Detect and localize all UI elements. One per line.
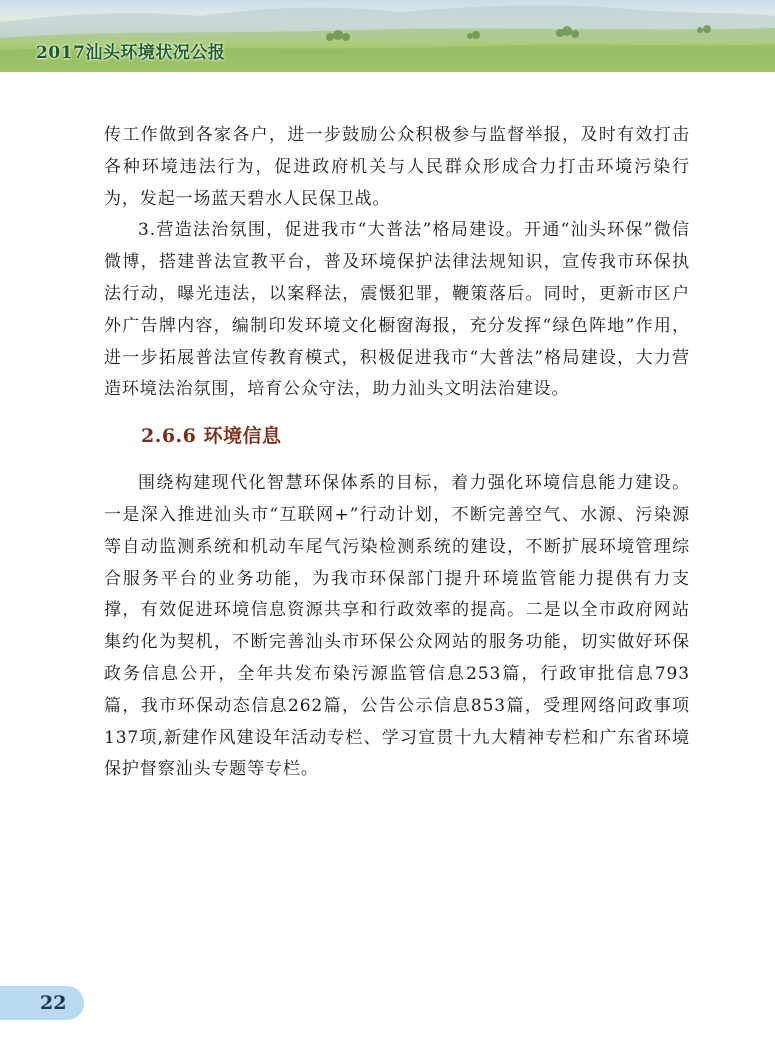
page-header-banner (0, 0, 775, 72)
section-heading: 2.6.6 环境信息 (141, 425, 282, 448)
body-paragraph: 3.营造法治氛围，促进我市“大普法”格局建设。开通“汕头环保”微信微博，搭建普法宣教平台，普及环境保护法律法规知识，宣传我市环保执法行动，曝光违法，以案释法，震慑犯罪，鞭策落后。同时，更新市区户外广告牌内容，编制印发环境文化橱窗海报，充分发挥“绿色阵地”作用，进一步拓展普法宣传教育模式，积极促进我市“大普法”格局建设，大力营造环境法治氛围，培育公众守法，助力汕头文明法治建设。 (104, 220, 690, 400)
body-paragraph: 传工作做到各家各户，进一步鼓励公众积极参与监督举报，及时有效打击各种环境违法行为，促进政府机关与人民群众形成合力打击环境污染行为，发起一场蓝天碧水人民保卫战。 (104, 125, 690, 209)
report-title: 2017汕头环境状况公报 (36, 43, 226, 63)
page-number: 22 (40, 992, 67, 1014)
body-paragraph: 围绕构建现代化智慧环保体系的目标，着力强化环境信息能力建设。一是深入推进汕头市“互联网+”行动计划，不断完善空气、水源、污染源等自动监测系统和机动车尾气污染检测系统的建设，不断扩展环境管理综合服务平台的业务功能，为我市环保部门提升环境监管能力提供有力支撑，有效促进环境信息资源共享和行政效率的提高。二是以全市政府网站集约化为契机，不断完善汕头市环保公众网站的服务功能，切实做好环保政务信息公开，全年共发布染污源监管信息253篇，行政审批信息793篇，我市环保动态信息262篇，公告公示信息853篇，受理网络问政事项137项,新建作风建设年活动专栏、学习宣贯十九大精神专栏和广东省环境保护督察汕头专题等专栏。 (104, 473, 690, 780)
page-body (104, 120, 690, 786)
page-number-tab (0, 986, 84, 1020)
